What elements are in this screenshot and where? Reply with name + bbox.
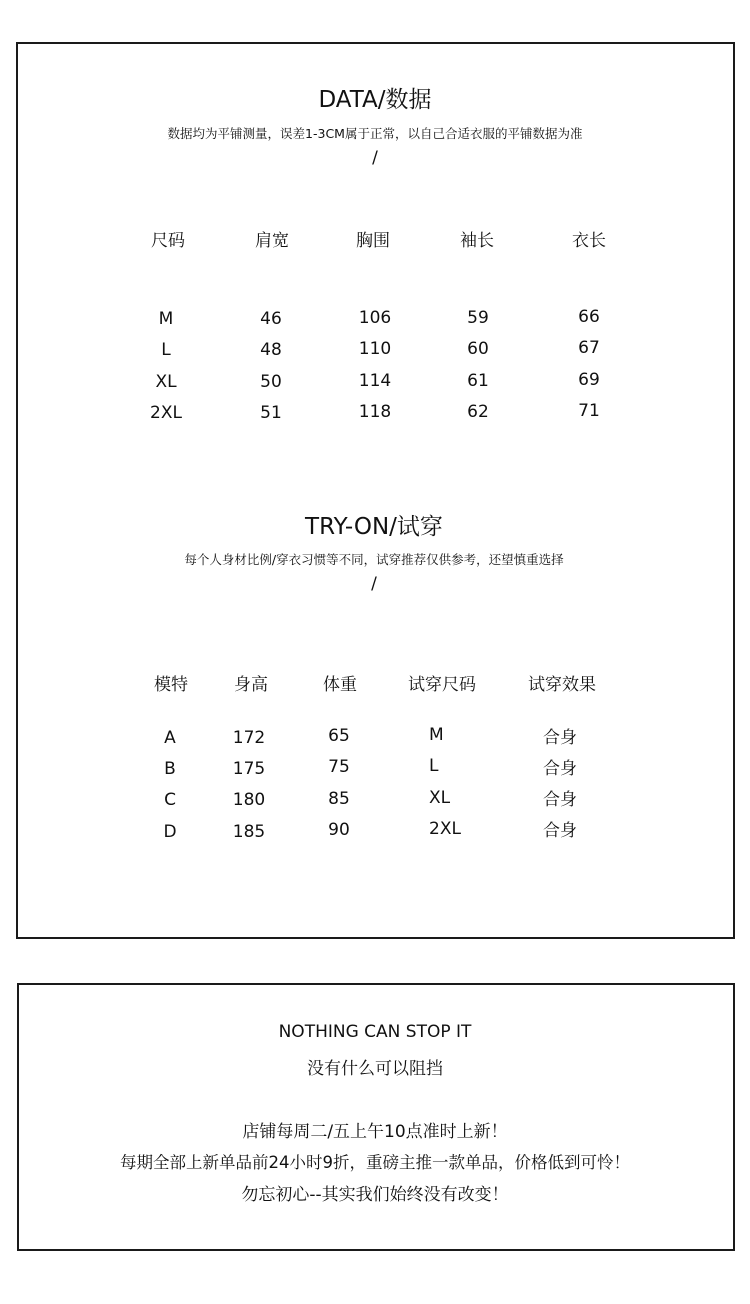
- tryon-cell: 合身: [543, 821, 577, 841]
- size-cell: 66: [578, 307, 600, 327]
- size-header-shoulder: 肩宽: [255, 231, 289, 251]
- tryon-cell: 合身: [543, 759, 577, 779]
- tryon-cell: L: [429, 756, 439, 776]
- notice-line: 勿忘初心--其实我们始终没有改变！: [241, 1185, 509, 1205]
- size-cell: 71: [578, 401, 600, 421]
- size-cell: M: [158, 309, 174, 329]
- size-header-chest: 胸围: [356, 231, 390, 251]
- tryon-subtitle: 每个人身材比例/穿衣习惯等不同，试穿推荐仅供参考，还望慎重选择: [184, 552, 564, 567]
- size-data-panel: [16, 42, 735, 939]
- size-cell: 51: [260, 403, 282, 423]
- tryon-cell: 90: [328, 820, 350, 840]
- size-cell: 59: [467, 308, 489, 328]
- size-cell: 60: [467, 339, 489, 359]
- size-header-sleeve: 袖长: [460, 231, 494, 251]
- notice-line: 每期全部上新单品前24小时9折，重磅主推一款单品，价格低到可怜！: [120, 1153, 630, 1172]
- tryon-cell: 65: [328, 726, 350, 746]
- size-cell: XL: [155, 372, 177, 392]
- size-cell: 110: [358, 339, 392, 359]
- tryon-cell: 172: [232, 728, 266, 748]
- tryon-header-size: 试穿尺码: [408, 675, 476, 695]
- notice-title-en: NOTHING CAN STOP IT: [278, 1022, 472, 1042]
- tryon-cell: 合身: [543, 728, 577, 748]
- size-cell: 62: [467, 402, 489, 422]
- tryon-cell: 75: [328, 757, 350, 777]
- tryon-cell: A: [164, 728, 176, 748]
- notice-title-cn: 没有什么可以阻挡: [307, 1059, 443, 1079]
- tryon-header-weight: 体重: [323, 675, 357, 695]
- tryon-cell: 185: [232, 822, 266, 842]
- tryon-cell: 合身: [543, 790, 577, 810]
- tryon-cell: XL: [429, 788, 451, 808]
- data-title: DATA/数据: [318, 87, 432, 113]
- size-cell: 67: [578, 338, 600, 358]
- size-cell: 114: [358, 371, 392, 391]
- tryon-divider: /: [371, 574, 377, 594]
- tryon-cell: 175: [232, 759, 266, 779]
- size-cell: 46: [260, 309, 282, 329]
- size-cell: 69: [578, 370, 600, 390]
- tryon-cell: 85: [328, 789, 350, 809]
- size-cell: 2XL: [150, 403, 182, 423]
- size-header-size: 尺码: [151, 231, 185, 251]
- tryon-cell: 2XL: [429, 819, 461, 839]
- tryon-cell: D: [163, 822, 177, 842]
- data-subtitle: 数据均为平铺测量，误差1-3CM属于正常，以自己合适衣服的平铺数据为准: [167, 126, 583, 141]
- size-cell: 61: [467, 371, 489, 391]
- tryon-header-model: 模特: [154, 675, 188, 695]
- tryon-header-height: 身高: [234, 675, 268, 695]
- data-divider: /: [372, 148, 378, 168]
- size-cell: 118: [358, 402, 392, 422]
- tryon-cell: B: [164, 759, 176, 779]
- tryon-title: TRY-ON/试穿: [305, 514, 443, 540]
- size-cell: 48: [260, 340, 282, 360]
- size-cell: 106: [358, 308, 392, 328]
- tryon-cell: C: [164, 790, 176, 810]
- tryon-cell: 180: [232, 790, 266, 810]
- tryon-cell: M: [429, 725, 444, 745]
- size-cell: L: [161, 340, 171, 360]
- size-header-length: 衣长: [572, 231, 606, 251]
- notice-line: 店铺每周二/五上午10点准时上新！: [242, 1122, 508, 1142]
- tryon-header-fit: 试穿效果: [528, 675, 596, 695]
- size-cell: 50: [260, 372, 282, 392]
